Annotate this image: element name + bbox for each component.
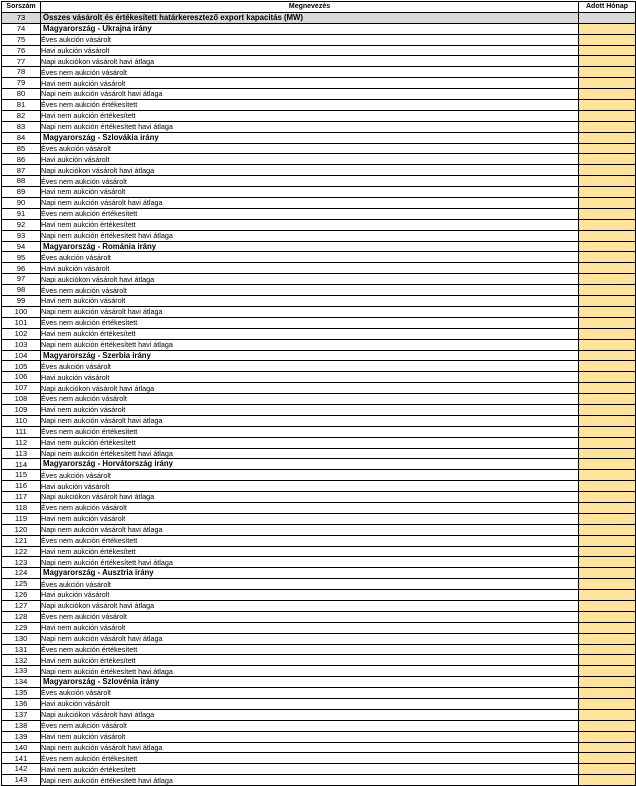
- table-row: [2, 753, 636, 764]
- row-number: 118: [2, 502, 41, 513]
- month-value-cell[interactable]: [579, 176, 636, 187]
- row-number: 75: [2, 34, 41, 45]
- row-number: 136: [2, 699, 41, 710]
- row-number: 104: [2, 350, 41, 361]
- table-row: [2, 699, 636, 710]
- row-number: 90: [2, 198, 41, 209]
- month-value-cell[interactable]: [579, 742, 636, 753]
- month-value-cell: [579, 12, 636, 23]
- table-row: [2, 579, 636, 590]
- row-number: 133: [2, 666, 41, 677]
- row-number: 93: [2, 230, 41, 241]
- row-label: Havi nem aukción értékesített: [41, 328, 579, 339]
- month-value-cell[interactable]: [579, 132, 636, 143]
- table-row: [2, 34, 636, 45]
- month-value-cell[interactable]: [579, 241, 636, 252]
- month-value-cell[interactable]: [579, 437, 636, 448]
- table-row: [2, 742, 636, 753]
- row-number: 137: [2, 709, 41, 720]
- month-value-cell[interactable]: [579, 328, 636, 339]
- row-label: Napi aukciókon vásárolt havi átlaga: [41, 383, 579, 394]
- month-value-cell[interactable]: [579, 394, 636, 405]
- row-number: 108: [2, 394, 41, 405]
- row-label: Havi aukción vásárolt: [41, 45, 579, 56]
- row-label: Éves nem aukción vásárolt: [41, 502, 579, 513]
- row-number: 99: [2, 296, 41, 307]
- row-number: 78: [2, 67, 41, 78]
- row-label: Napi nem aukción értékesített havi átlaga: [41, 557, 579, 568]
- row-number: 81: [2, 100, 41, 111]
- month-value-cell[interactable]: [579, 415, 636, 426]
- row-label: Éves aukción vásárolt: [41, 688, 579, 699]
- row-label: Havi nem aukción vásárolt: [41, 513, 579, 524]
- table-row: [2, 187, 636, 198]
- table-row: [2, 611, 636, 622]
- table-row: [2, 263, 636, 274]
- table-row: [2, 415, 636, 426]
- row-label: Havi aukción vásárolt: [41, 590, 579, 601]
- table-row: [2, 219, 636, 230]
- row-label: Éves nem aukción vásárolt: [41, 720, 579, 731]
- row-number: 122: [2, 546, 41, 557]
- row-label: Napi nem aukción vásárolt havi átlaga: [41, 633, 579, 644]
- row-label: Havi aukción vásárolt: [41, 372, 579, 383]
- row-label: Napi nem aukción vásárolt havi átlaga: [41, 89, 579, 100]
- row-label: Havi nem aukción értékesített: [41, 655, 579, 666]
- group-label: Magyarország - Szlovákia irány: [41, 132, 579, 143]
- row-label: Éves nem aukción vásárolt: [41, 611, 579, 622]
- month-value-cell[interactable]: [579, 459, 636, 470]
- month-value-cell[interactable]: [579, 622, 636, 633]
- month-value-cell[interactable]: [579, 699, 636, 710]
- month-value-cell[interactable]: [579, 274, 636, 285]
- row-number: 127: [2, 600, 41, 611]
- row-number: 103: [2, 339, 41, 350]
- row-number: 130: [2, 633, 41, 644]
- row-number: 117: [2, 492, 41, 503]
- row-number: 86: [2, 154, 41, 165]
- row-label: Éves aukción vásárolt: [41, 579, 579, 590]
- section-title: Összes vásárolt és értékesített határkeresztező export kapacitás (MW): [41, 12, 579, 23]
- table-row: [2, 383, 636, 394]
- row-number: 120: [2, 524, 41, 535]
- table-row: [2, 546, 636, 557]
- group-header-row: [2, 459, 636, 470]
- month-value-cell[interactable]: [579, 372, 636, 383]
- month-value-cell[interactable]: [579, 502, 636, 513]
- row-label: Havi nem aukción értékesített: [41, 546, 579, 557]
- row-label: Napi aukciókon vásárolt havi átlaga: [41, 709, 579, 720]
- month-value-cell[interactable]: [579, 677, 636, 688]
- table-row: [2, 481, 636, 492]
- group-header-row: [2, 677, 636, 688]
- table-row: [2, 492, 636, 503]
- month-value-cell[interactable]: [579, 720, 636, 731]
- month-value-cell[interactable]: [579, 263, 636, 274]
- row-number: 92: [2, 219, 41, 230]
- table-row: [2, 557, 636, 568]
- month-value-cell[interactable]: [579, 34, 636, 45]
- row-number: 107: [2, 383, 41, 394]
- table-row: [2, 720, 636, 731]
- table-row: [2, 78, 636, 89]
- row-number: 102: [2, 328, 41, 339]
- row-number: 98: [2, 285, 41, 296]
- table-row: [2, 274, 636, 285]
- row-number: 110: [2, 415, 41, 426]
- row-label: Éves nem aukción vásárolt: [41, 176, 579, 187]
- row-number: 87: [2, 165, 41, 176]
- table-row: [2, 176, 636, 187]
- group-header-row: [2, 568, 636, 579]
- table-row: [2, 67, 636, 78]
- row-label: Éves nem aukción értékesített: [41, 208, 579, 219]
- row-number: 80: [2, 89, 41, 100]
- row-number: 141: [2, 753, 41, 764]
- month-value-cell[interactable]: [579, 775, 636, 786]
- row-label: Éves aukción vásárolt: [41, 143, 579, 154]
- month-value-cell[interactable]: [579, 688, 636, 699]
- table-row: [2, 306, 636, 317]
- row-label: Napi nem aukción vásárolt havi átlaga: [41, 198, 579, 209]
- row-label: Havi aukción vásárolt: [41, 699, 579, 710]
- row-label: Havi nem aukción vásárolt: [41, 404, 579, 415]
- month-value-cell[interactable]: [579, 666, 636, 677]
- month-value-cell[interactable]: [579, 535, 636, 546]
- month-value-cell[interactable]: [579, 143, 636, 154]
- row-number: 121: [2, 535, 41, 546]
- row-number: 115: [2, 470, 41, 481]
- row-label: Napi nem aukción vásárolt havi átlaga: [41, 306, 579, 317]
- group-header-row: [2, 23, 636, 34]
- table-row: [2, 198, 636, 209]
- group-label: Magyarország - Szlovénia irány: [41, 677, 579, 688]
- month-value-cell[interactable]: [579, 339, 636, 350]
- table-row: [2, 709, 636, 720]
- row-label: Éves nem aukción értékesített: [41, 317, 579, 328]
- row-label: Éves nem aukción vásárolt: [41, 394, 579, 405]
- row-number: 131: [2, 644, 41, 655]
- row-label: Éves aukción vásárolt: [41, 252, 579, 263]
- month-value-cell[interactable]: [579, 579, 636, 590]
- row-label: Havi nem aukción vásárolt: [41, 622, 579, 633]
- month-value-cell[interactable]: [579, 513, 636, 524]
- month-value-cell[interactable]: [579, 230, 636, 241]
- row-label: Éves nem aukción értékesített: [41, 535, 579, 546]
- row-label: Napi nem aukción értékesített havi átlaga: [41, 666, 579, 677]
- month-value-cell[interactable]: [579, 731, 636, 742]
- row-number: 124: [2, 568, 41, 579]
- group-label: Magyarország - Ausztria irány: [41, 568, 579, 579]
- row-number: 79: [2, 78, 41, 89]
- table-row: [2, 502, 636, 513]
- table-row: [2, 448, 636, 459]
- row-number: 83: [2, 121, 41, 132]
- month-value-cell[interactable]: [579, 78, 636, 89]
- row-label: Éves nem aukción vásárolt: [41, 285, 579, 296]
- month-value-cell[interactable]: [579, 753, 636, 764]
- month-value-cell[interactable]: [579, 709, 636, 720]
- month-value-cell[interactable]: [579, 296, 636, 307]
- month-value-cell[interactable]: [579, 23, 636, 34]
- table-row: [2, 775, 636, 786]
- table-row: [2, 56, 636, 67]
- month-value-cell[interactable]: [579, 644, 636, 655]
- row-number: 95: [2, 252, 41, 263]
- row-label: Havi nem aukción értékesített: [41, 219, 579, 230]
- table-row: [2, 437, 636, 448]
- row-label: Napi aukciókon vásárolt havi átlaga: [41, 600, 579, 611]
- row-label: Napi nem aukción vásárolt havi átlaga: [41, 415, 579, 426]
- table-row: [2, 513, 636, 524]
- table-row: [2, 154, 636, 165]
- table-row: [2, 666, 636, 677]
- month-value-cell[interactable]: [579, 492, 636, 503]
- table-row: [2, 317, 636, 328]
- table-row: [2, 89, 636, 100]
- table-row: [2, 372, 636, 383]
- table-row: [2, 252, 636, 263]
- row-number: 140: [2, 742, 41, 753]
- table-row: [2, 426, 636, 437]
- table-row: [2, 296, 636, 307]
- row-number: 116: [2, 481, 41, 492]
- table-row: [2, 404, 636, 415]
- table-body: [2, 12, 636, 785]
- row-label: Éves nem aukción értékesített: [41, 753, 579, 764]
- group-header-row: [2, 132, 636, 143]
- month-value-cell[interactable]: [579, 56, 636, 67]
- column-header-sorszam: Sorszám: [2, 2, 41, 13]
- row-label: Napi aukciókon vásárolt havi átlaga: [41, 274, 579, 285]
- row-number: 101: [2, 317, 41, 328]
- table-row: [2, 208, 636, 219]
- row-number: 114: [2, 459, 41, 470]
- row-label: Havi aukción vásárolt: [41, 154, 579, 165]
- table-row: [2, 143, 636, 154]
- group-label: Magyarország - Ukrajna irány: [41, 23, 579, 34]
- month-value-cell[interactable]: [579, 655, 636, 666]
- month-value-cell[interactable]: [579, 546, 636, 557]
- row-label: Éves aukción vásárolt: [41, 361, 579, 372]
- row-label: Éves aukción vásárolt: [41, 34, 579, 45]
- row-number: 111: [2, 426, 41, 437]
- row-number: 132: [2, 655, 41, 666]
- table-row: [2, 644, 636, 655]
- table-row: [2, 524, 636, 535]
- month-value-cell[interactable]: [579, 208, 636, 219]
- capacity-table: [1, 1, 636, 786]
- row-number: 129: [2, 622, 41, 633]
- group-header-row: [2, 241, 636, 252]
- row-label: Éves aukción vásárolt: [41, 470, 579, 481]
- month-value-cell[interactable]: [579, 481, 636, 492]
- month-value-cell[interactable]: [579, 45, 636, 56]
- group-label: Magyarország - Horvátország irány: [41, 459, 579, 470]
- table-row: [2, 361, 636, 372]
- month-value-cell[interactable]: [579, 317, 636, 328]
- row-label: Havi nem aukción értékesített: [41, 437, 579, 448]
- row-label: Napi nem aukción értékesített havi átlaga: [41, 775, 579, 786]
- group-label: Magyarország - Szerbia irány: [41, 350, 579, 361]
- row-number: 85: [2, 143, 41, 154]
- month-value-cell[interactable]: [579, 611, 636, 622]
- table-row: [2, 394, 636, 405]
- month-value-cell[interactable]: [579, 633, 636, 644]
- row-number: 97: [2, 274, 41, 285]
- table-row: [2, 535, 636, 546]
- row-label: Havi nem aukción értékesített: [41, 110, 579, 121]
- row-label: Napi nem aukción értékesített havi átlaga: [41, 339, 579, 350]
- row-number: 139: [2, 731, 41, 742]
- row-label: Havi aukción vásárolt: [41, 263, 579, 274]
- table-row: [2, 285, 636, 296]
- month-value-cell[interactable]: [579, 121, 636, 132]
- row-label: Havi nem aukción vásárolt: [41, 296, 579, 307]
- row-number: 84: [2, 132, 41, 143]
- row-number: 96: [2, 263, 41, 274]
- row-number: 109: [2, 404, 41, 415]
- row-label: Napi nem aukción értékesített havi átlaga: [41, 448, 579, 459]
- row-label: Napi aukciókon vásárolt havi átlaga: [41, 165, 579, 176]
- table-row: [2, 590, 636, 601]
- row-number: 134: [2, 677, 41, 688]
- table-row: [2, 600, 636, 611]
- table-row: [2, 633, 636, 644]
- month-value-cell[interactable]: [579, 154, 636, 165]
- row-number: 126: [2, 590, 41, 601]
- row-number: 100: [2, 306, 41, 317]
- month-value-cell[interactable]: [579, 383, 636, 394]
- row-label: Éves nem aukción értékesített: [41, 644, 579, 655]
- month-value-cell[interactable]: [579, 219, 636, 230]
- column-header-megnevezes: Megnevezés: [41, 2, 579, 13]
- month-value-cell[interactable]: [579, 198, 636, 209]
- row-label: Napi nem aukción vásárolt havi átlaga: [41, 524, 579, 535]
- month-value-cell[interactable]: [579, 470, 636, 481]
- month-value-cell[interactable]: [579, 67, 636, 78]
- row-number: 128: [2, 611, 41, 622]
- table-row: [2, 165, 636, 176]
- month-value-cell[interactable]: [579, 100, 636, 111]
- row-number: 143: [2, 775, 41, 786]
- row-label: Napi nem aukción értékesített havi átlaga: [41, 230, 579, 241]
- row-label: Havi nem aukción vásárolt: [41, 78, 579, 89]
- row-number: 91: [2, 208, 41, 219]
- row-label: Éves nem aukción értékesített: [41, 100, 579, 111]
- row-number: 88: [2, 176, 41, 187]
- row-number: 112: [2, 437, 41, 448]
- row-number: 125: [2, 579, 41, 590]
- month-value-cell[interactable]: [579, 110, 636, 121]
- table-row: [2, 688, 636, 699]
- row-number: 123: [2, 557, 41, 568]
- row-number: 89: [2, 187, 41, 198]
- row-number: 76: [2, 45, 41, 56]
- month-value-cell[interactable]: [579, 568, 636, 579]
- month-value-cell[interactable]: [579, 590, 636, 601]
- table-row: [2, 100, 636, 111]
- row-number: 77: [2, 56, 41, 67]
- row-number: 106: [2, 372, 41, 383]
- row-label: Éves nem aukción értékesített: [41, 426, 579, 437]
- month-value-cell[interactable]: [579, 404, 636, 415]
- row-number: 105: [2, 361, 41, 372]
- table-row: [2, 45, 636, 56]
- month-value-cell[interactable]: [579, 285, 636, 296]
- row-label: Havi aukción vásárolt: [41, 481, 579, 492]
- month-value-cell[interactable]: [579, 557, 636, 568]
- row-number: 135: [2, 688, 41, 699]
- row-label: Havi nem aukción vásárolt: [41, 731, 579, 742]
- column-header-adott-honap: Adott Hónap: [579, 2, 636, 13]
- row-label: Napi aukciókon vásárolt havi átlaga: [41, 492, 579, 503]
- table-row: [2, 764, 636, 775]
- row-number: 113: [2, 448, 41, 459]
- month-value-cell[interactable]: [579, 524, 636, 535]
- month-value-cell[interactable]: [579, 89, 636, 100]
- row-number: 138: [2, 720, 41, 731]
- month-value-cell[interactable]: [579, 165, 636, 176]
- month-value-cell[interactable]: [579, 600, 636, 611]
- section-title-row: [2, 12, 636, 23]
- group-label: Magyarország - Románia irány: [41, 241, 579, 252]
- table-row: [2, 339, 636, 350]
- table-row: [2, 470, 636, 481]
- group-header-row: [2, 350, 636, 361]
- table-row: [2, 622, 636, 633]
- row-label: Napi nem aukción vásárolt havi átlaga: [41, 742, 579, 753]
- table-row: [2, 328, 636, 339]
- table-row: [2, 655, 636, 666]
- row-label: Éves nem aukción vásárolt: [41, 67, 579, 78]
- table-row: [2, 121, 636, 132]
- month-value-cell[interactable]: [579, 350, 636, 361]
- row-number: 74: [2, 23, 41, 34]
- month-value-cell[interactable]: [579, 426, 636, 437]
- month-value-cell[interactable]: [579, 361, 636, 372]
- row-label: Napi nem aukción értékesített havi átlaga: [41, 121, 579, 132]
- row-label: Havi nem aukción vásárolt: [41, 187, 579, 198]
- month-value-cell[interactable]: [579, 187, 636, 198]
- table-row: [2, 110, 636, 121]
- month-value-cell[interactable]: [579, 448, 636, 459]
- row-number: 82: [2, 110, 41, 121]
- row-label: Havi nem aukción értékesített: [41, 764, 579, 775]
- table-row: [2, 731, 636, 742]
- row-number: 73: [2, 12, 41, 23]
- row-number: 119: [2, 513, 41, 524]
- table-row: [2, 230, 636, 241]
- row-number: 142: [2, 764, 41, 775]
- month-value-cell[interactable]: [579, 252, 636, 263]
- row-number: 94: [2, 241, 41, 252]
- header-row: [2, 2, 636, 13]
- row-label: Napi aukciókon vásárolt havi átlaga: [41, 56, 579, 67]
- month-value-cell[interactable]: [579, 306, 636, 317]
- month-value-cell[interactable]: [579, 764, 636, 775]
